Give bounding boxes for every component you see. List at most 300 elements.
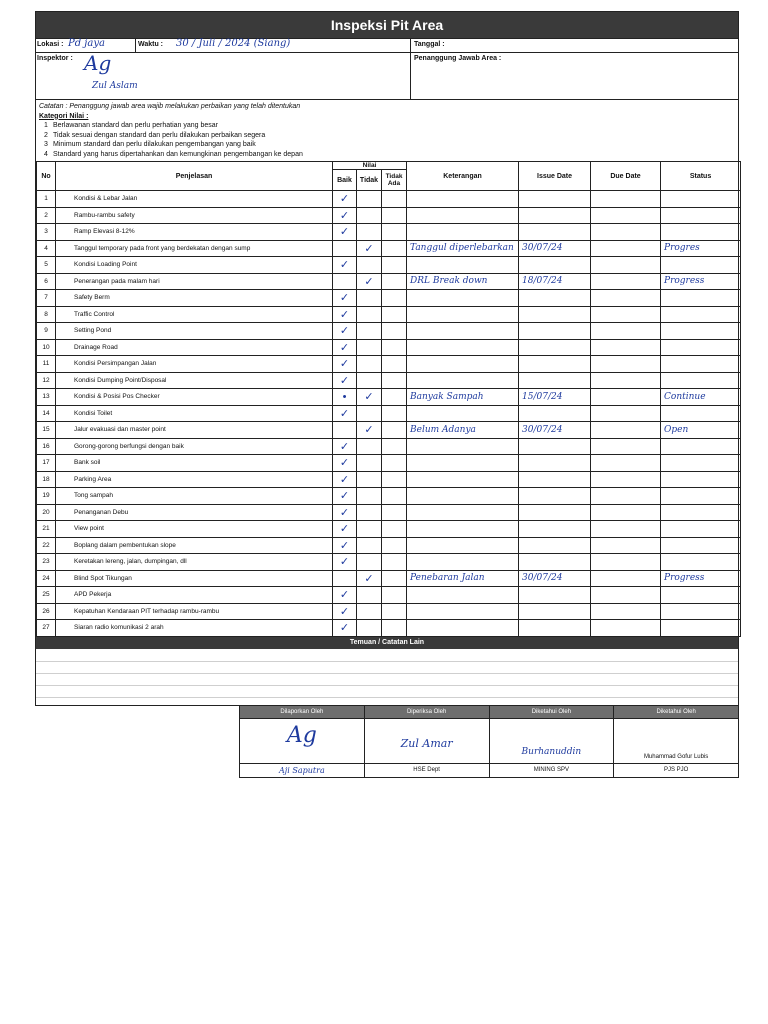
row-issue-date[interactable] <box>519 587 591 604</box>
row-issue-date[interactable]: 15/07/24 <box>519 389 591 406</box>
row-no: 4 <box>37 240 56 257</box>
row-description: Penerangan pada malam hari <box>56 273 333 290</box>
row-baik-mark[interactable]: ✓ <box>333 257 357 274</box>
row-keterangan[interactable]: Banyak Sampah <box>407 389 519 406</box>
row-keterangan[interactable] <box>407 207 519 224</box>
row-due-date[interactable] <box>591 471 661 488</box>
row-status[interactable] <box>661 620 741 637</box>
row-status[interactable] <box>661 537 741 554</box>
row-tidak-mark[interactable]: ✓ <box>357 422 382 439</box>
row-status[interactable] <box>661 603 741 620</box>
row-tidak-ada-mark[interactable] <box>382 554 407 571</box>
row-tidak-ada-mark[interactable] <box>382 240 407 257</box>
row-tidak-ada-mark[interactable] <box>382 438 407 455</box>
kategori-title: Kategori Nilai : <box>39 112 89 120</box>
row-due-date[interactable] <box>591 422 661 439</box>
table-row <box>37 240 741 257</box>
row-status[interactable] <box>661 405 741 422</box>
row-tidak-mark[interactable] <box>357 257 382 274</box>
row-keterangan[interactable] <box>407 471 519 488</box>
table-row <box>37 273 741 290</box>
row-baik-mark[interactable]: ✓ <box>333 488 357 505</box>
signature-headers <box>240 706 738 718</box>
row-issue-date[interactable] <box>519 488 591 505</box>
row-due-date[interactable] <box>591 273 661 290</box>
row-baik-mark[interactable]: ✓ <box>333 191 357 208</box>
pja-label: Penanggung Jawab Area : <box>414 55 502 62</box>
row-issue-date[interactable] <box>519 356 591 373</box>
table-row <box>37 339 741 356</box>
row-description: Safety Berm <box>56 290 333 307</box>
table-row <box>37 537 741 554</box>
row-due-date[interactable] <box>591 191 661 208</box>
row-tidak-mark[interactable] <box>357 207 382 224</box>
row-tidak-ada-mark[interactable] <box>382 488 407 505</box>
row-baik-mark[interactable]: ✓ <box>333 504 357 521</box>
row-tidak-mark[interactable] <box>357 504 382 521</box>
row-tidak-mark[interactable] <box>357 537 382 554</box>
row-issue-date[interactable] <box>519 191 591 208</box>
table-row <box>37 455 741 472</box>
row-tidak-mark[interactable] <box>357 306 382 323</box>
row-tidak-mark[interactable] <box>357 323 382 340</box>
row-no: 3 <box>37 224 56 241</box>
row-due-date[interactable] <box>591 455 661 472</box>
row-keterangan[interactable]: Tanggul diperlebarkan <box>407 240 519 257</box>
row-tidak-mark[interactable] <box>357 290 382 307</box>
row-keterangan[interactable] <box>407 323 519 340</box>
row-tidak-ada-mark[interactable] <box>382 422 407 439</box>
row-tidak-ada-mark[interactable] <box>382 339 407 356</box>
header-nilai: Nilai <box>333 162 407 170</box>
row-tidak-ada-mark[interactable] <box>382 537 407 554</box>
header-tidak-ada: Tidak Ada <box>382 170 407 191</box>
row-no: 10 <box>37 339 56 356</box>
row-no: 13 <box>37 389 56 406</box>
row-tidak-mark[interactable] <box>357 471 382 488</box>
row-no: 8 <box>37 306 56 323</box>
table-row <box>37 207 741 224</box>
row-tidak-mark[interactable] <box>357 438 382 455</box>
row-due-date[interactable] <box>591 504 661 521</box>
row-issue-date[interactable]: 30/07/24 <box>519 570 591 587</box>
row-tidak-ada-mark[interactable] <box>382 257 407 274</box>
header-issue-date: Issue Date <box>519 162 591 191</box>
table-row <box>37 570 741 587</box>
row-tidak-ada-mark[interactable] <box>382 587 407 604</box>
row-tidak-mark[interactable] <box>357 191 382 208</box>
table-row <box>37 554 741 571</box>
pja-cell <box>411 53 738 99</box>
row-issue-date[interactable]: 18/07/24 <box>519 273 591 290</box>
row-status[interactable] <box>661 224 741 241</box>
row-no: 25 <box>37 587 56 604</box>
table-row <box>37 356 741 373</box>
row-keterangan[interactable] <box>407 587 519 604</box>
inspection-form <box>35 11 739 706</box>
signature-role-2: HSE Dept <box>364 764 489 777</box>
table-row <box>37 521 741 538</box>
signature-marks <box>240 718 738 763</box>
row-due-date[interactable] <box>591 257 661 274</box>
notes-section <box>36 99 738 161</box>
row-status[interactable] <box>661 306 741 323</box>
row-no: 22 <box>37 537 56 554</box>
row-issue-date[interactable] <box>519 603 591 620</box>
row-issue-date[interactable] <box>519 504 591 521</box>
row-status[interactable] <box>661 488 741 505</box>
row-tidak-ada-mark[interactable] <box>382 207 407 224</box>
header-baik: Baik <box>333 170 357 191</box>
row-description: Kondisi Dumping Point/Disposal <box>56 372 333 389</box>
kategori-text: Standard yang harus dipertahankan dan kemungkinan pengembangan ke depan <box>53 150 303 158</box>
row-keterangan[interactable] <box>407 372 519 389</box>
row-issue-date[interactable] <box>519 306 591 323</box>
row-tidak-mark[interactable] <box>357 339 382 356</box>
row-tidak-ada-mark[interactable] <box>382 290 407 307</box>
row-no: 16 <box>37 438 56 455</box>
signature-header-known-2: Diketahui Oleh <box>613 706 738 718</box>
row-tidak-ada-mark[interactable] <box>382 372 407 389</box>
row-due-date[interactable] <box>591 620 661 637</box>
row-baik-mark[interactable]: ✓ <box>333 306 357 323</box>
row-keterangan[interactable] <box>407 504 519 521</box>
temuan-title: Temuan / Catatan Lain <box>36 637 738 649</box>
inspector-row <box>36 52 738 99</box>
row-issue-date[interactable]: 30/07/24 <box>519 240 591 257</box>
row-baik-mark[interactable]: ✓ <box>333 438 357 455</box>
header-status: Status <box>661 162 741 191</box>
checklist-body <box>37 191 741 637</box>
row-tidak-ada-mark[interactable] <box>382 620 407 637</box>
table-row <box>37 306 741 323</box>
row-keterangan[interactable] <box>407 306 519 323</box>
row-due-date[interactable] <box>591 372 661 389</box>
row-due-date[interactable] <box>591 224 661 241</box>
row-status[interactable] <box>661 372 741 389</box>
row-baik-mark[interactable]: ✓ <box>333 537 357 554</box>
row-keterangan[interactable] <box>407 224 519 241</box>
row-status[interactable] <box>661 521 741 538</box>
signature-box-1 <box>240 719 364 763</box>
row-description: View point <box>56 521 333 538</box>
row-status[interactable]: Progres <box>661 240 741 257</box>
row-due-date[interactable] <box>591 290 661 307</box>
kategori-num: 2 <box>44 131 48 139</box>
signature-role-4: PJS PJO <box>613 764 738 777</box>
row-tidak-ada-mark[interactable] <box>382 570 407 587</box>
row-tidak-ada-mark[interactable] <box>382 323 407 340</box>
row-due-date[interactable] <box>591 554 661 571</box>
row-baik-mark[interactable]: ✓ <box>333 339 357 356</box>
row-issue-date[interactable] <box>519 290 591 307</box>
signature-mark-1: Ag <box>286 723 317 748</box>
row-no: 2 <box>37 207 56 224</box>
row-description: Kondisi Toilet <box>56 405 333 422</box>
row-baik-mark[interactable]: • <box>333 389 357 406</box>
row-description: Kondisi & Lebar Jalan <box>56 191 333 208</box>
row-due-date[interactable] <box>591 339 661 356</box>
kategori-item <box>39 121 735 131</box>
signature-header-known-1: Diketahui Oleh <box>489 706 614 718</box>
row-baik-mark[interactable]: ✓ <box>333 554 357 571</box>
signature-box-2 <box>364 719 489 763</box>
form-title: Inspeksi Pit Area <box>36 12 738 38</box>
row-status[interactable] <box>661 471 741 488</box>
row-baik-mark[interactable]: ✓ <box>333 471 357 488</box>
row-tidak-mark[interactable]: ✓ <box>357 240 382 257</box>
row-keterangan[interactable]: Belum Adanya <box>407 422 519 439</box>
row-keterangan[interactable] <box>407 620 519 637</box>
table-row <box>37 438 741 455</box>
row-issue-date[interactable] <box>519 224 591 241</box>
lokasi-label: Lokasi : <box>37 41 64 48</box>
row-status[interactable] <box>661 356 741 373</box>
row-due-date[interactable] <box>591 587 661 604</box>
row-due-date[interactable] <box>591 603 661 620</box>
row-tidak-ada-mark[interactable] <box>382 191 407 208</box>
signature-header-reported: Dilaporkan Oleh <box>280 709 324 715</box>
row-issue-date[interactable] <box>519 207 591 224</box>
row-status[interactable] <box>661 290 741 307</box>
row-tidak-ada-mark[interactable] <box>382 356 407 373</box>
lokasi-value: Pd jaya <box>68 38 105 49</box>
table-row <box>37 603 741 620</box>
row-due-date[interactable] <box>591 389 661 406</box>
row-no: 9 <box>37 323 56 340</box>
row-tidak-ada-mark[interactable] <box>382 224 407 241</box>
row-no: 23 <box>37 554 56 571</box>
row-issue-date[interactable] <box>519 455 591 472</box>
table-row <box>37 422 741 439</box>
row-status[interactable]: Open <box>661 422 741 439</box>
table-row <box>37 224 741 241</box>
row-tidak-mark[interactable] <box>357 603 382 620</box>
row-description: Drainage Road <box>56 339 333 356</box>
row-no: 18 <box>37 471 56 488</box>
row-description: Ramp Elevasi 8-12% <box>56 224 333 241</box>
row-due-date[interactable] <box>591 323 661 340</box>
waktu-cell <box>136 39 411 52</box>
row-status[interactable]: Continue <box>661 389 741 406</box>
row-baik-mark[interactable]: ✓ <box>333 323 357 340</box>
row-status[interactable]: Progress <box>661 570 741 587</box>
row-tidak-mark[interactable] <box>357 488 382 505</box>
kategori-text: Berlawanan standard dan perlu perhatian yang besar <box>53 122 219 129</box>
row-keterangan[interactable] <box>407 405 519 422</box>
row-issue-date[interactable] <box>519 257 591 274</box>
row-baik-mark[interactable] <box>333 570 357 587</box>
row-tidak-ada-mark[interactable] <box>382 521 407 538</box>
row-baik-mark[interactable] <box>333 422 357 439</box>
row-description: Gorong-gorong berfungsi dengan baik <box>56 438 333 455</box>
kategori-list <box>39 121 735 159</box>
row-status[interactable] <box>661 504 741 521</box>
row-keterangan[interactable] <box>407 191 519 208</box>
row-due-date[interactable] <box>591 306 661 323</box>
catatan-text: Catatan : Penanggung jawab area wajib melakukan perbaikan yang telah ditentukan <box>39 103 301 110</box>
row-baik-mark[interactable]: ✓ <box>333 207 357 224</box>
tanggal-cell <box>411 39 738 52</box>
row-baik-mark[interactable]: ✓ <box>333 372 357 389</box>
row-status[interactable] <box>661 323 741 340</box>
waktu-label: Waktu : <box>138 41 164 48</box>
row-issue-date[interactable] <box>519 405 591 422</box>
kategori-item <box>39 131 735 141</box>
row-tidak-ada-mark[interactable] <box>382 455 407 472</box>
row-tidak-mark[interactable]: ✓ <box>357 389 382 406</box>
row-issue-date[interactable] <box>519 339 591 356</box>
row-tidak-mark[interactable] <box>357 224 382 241</box>
row-baik-mark[interactable] <box>333 273 357 290</box>
row-status[interactable]: Progress <box>661 273 741 290</box>
row-tidak-mark[interactable] <box>357 356 382 373</box>
row-tidak-ada-mark[interactable] <box>382 405 407 422</box>
row-issue-date[interactable] <box>519 554 591 571</box>
row-status[interactable] <box>661 339 741 356</box>
row-baik-mark[interactable]: ✓ <box>333 521 357 538</box>
row-baik-mark[interactable]: ✓ <box>333 224 357 241</box>
row-status[interactable] <box>661 207 741 224</box>
row-due-date[interactable] <box>591 356 661 373</box>
row-tidak-ada-mark[interactable] <box>382 471 407 488</box>
row-baik-mark[interactable] <box>333 240 357 257</box>
header-no: No <box>37 162 56 191</box>
row-status[interactable] <box>661 438 741 455</box>
header-tidak: Tidak <box>357 170 382 191</box>
row-tidak-ada-mark[interactable] <box>382 603 407 620</box>
row-baik-mark[interactable]: ✓ <box>333 620 357 637</box>
row-no: 12 <box>37 372 56 389</box>
row-status[interactable] <box>661 554 741 571</box>
row-tidak-mark[interactable] <box>357 405 382 422</box>
kategori-num: 4 <box>44 150 48 158</box>
row-tidak-mark[interactable] <box>357 521 382 538</box>
row-description: Boplang dalam pembentukan slope <box>56 537 333 554</box>
row-baik-mark[interactable]: ✓ <box>333 356 357 373</box>
row-due-date[interactable] <box>591 207 661 224</box>
row-no: 27 <box>37 620 56 637</box>
row-due-date[interactable] <box>591 438 661 455</box>
row-description: Kondisi & Posisi Pos Checker <box>56 389 333 406</box>
row-baik-mark[interactable]: ✓ <box>333 290 357 307</box>
row-tidak-ada-mark[interactable] <box>382 273 407 290</box>
row-tidak-mark[interactable] <box>357 455 382 472</box>
row-tidak-mark[interactable]: ✓ <box>357 273 382 290</box>
row-keterangan[interactable]: DRL Break down <box>407 273 519 290</box>
row-description: Kepatuhan Kendaraan PIT terhadap rambu-rambu <box>56 603 333 620</box>
row-no: 14 <box>37 405 56 422</box>
tanggal-label: Tanggal : <box>414 41 445 48</box>
row-status[interactable] <box>661 587 741 604</box>
row-keterangan[interactable] <box>407 356 519 373</box>
row-due-date[interactable] <box>591 521 661 538</box>
row-tidak-mark[interactable] <box>357 372 382 389</box>
kategori-num: 3 <box>44 141 48 148</box>
row-description: Parking Area <box>56 471 333 488</box>
row-tidak-mark[interactable]: ✓ <box>357 570 382 587</box>
table-row <box>37 290 741 307</box>
row-description: Keretakan lereng, jalan, dumpingan, dll <box>56 554 333 571</box>
row-tidak-ada-mark[interactable] <box>382 504 407 521</box>
row-tidak-mark[interactable] <box>357 554 382 571</box>
table-row <box>37 257 741 274</box>
row-description: Tong sampah <box>56 488 333 505</box>
row-tidak-mark[interactable] <box>357 587 382 604</box>
row-due-date[interactable] <box>591 240 661 257</box>
row-keterangan[interactable] <box>407 603 519 620</box>
waktu-value: 30 / Juli / 2024 (Siang) <box>176 38 291 49</box>
row-status[interactable] <box>661 191 741 208</box>
location-row <box>36 38 738 52</box>
row-due-date[interactable] <box>591 405 661 422</box>
row-description: Rambu-rambu safety <box>56 207 333 224</box>
row-keterangan[interactable] <box>407 455 519 472</box>
row-keterangan[interactable] <box>407 290 519 307</box>
row-keterangan[interactable] <box>407 339 519 356</box>
table-row <box>37 389 741 406</box>
row-due-date[interactable] <box>591 570 661 587</box>
row-due-date[interactable] <box>591 537 661 554</box>
table-row <box>37 620 741 637</box>
signature-block <box>239 705 739 778</box>
row-baik-mark[interactable]: ✓ <box>333 603 357 620</box>
row-issue-date[interactable] <box>519 438 591 455</box>
inspektor-signature: Ag <box>84 51 112 75</box>
row-status[interactable] <box>661 257 741 274</box>
signature-header-checked: Diperiksa Oleh <box>364 706 489 718</box>
row-baik-mark[interactable]: ✓ <box>333 455 357 472</box>
row-description: Jalur evakuasi dan master point <box>56 422 333 439</box>
kategori-item <box>39 150 735 160</box>
header-due-date: Due Date <box>591 162 661 191</box>
row-keterangan[interactable] <box>407 521 519 538</box>
row-issue-date[interactable] <box>519 537 591 554</box>
kategori-item <box>39 140 735 150</box>
row-baik-mark[interactable]: ✓ <box>333 405 357 422</box>
row-issue-date[interactable] <box>519 521 591 538</box>
table-row <box>37 405 741 422</box>
row-no: 11 <box>37 356 56 373</box>
row-issue-date[interactable] <box>519 372 591 389</box>
signature-box-3 <box>489 719 614 763</box>
row-due-date[interactable] <box>591 488 661 505</box>
row-no: 7 <box>37 290 56 307</box>
row-keterangan[interactable] <box>407 257 519 274</box>
row-tidak-ada-mark[interactable] <box>382 306 407 323</box>
row-status[interactable] <box>661 455 741 472</box>
row-keterangan[interactable] <box>407 438 519 455</box>
row-tidak-mark[interactable] <box>357 620 382 637</box>
row-no: 24 <box>37 570 56 587</box>
row-no: 1 <box>37 191 56 208</box>
row-issue-date[interactable] <box>519 620 591 637</box>
row-keterangan[interactable] <box>407 488 519 505</box>
row-baik-mark[interactable]: ✓ <box>333 587 357 604</box>
row-tidak-ada-mark[interactable] <box>382 389 407 406</box>
kategori-num: 1 <box>44 122 48 129</box>
table-row <box>37 488 741 505</box>
row-issue-date[interactable] <box>519 323 591 340</box>
signature-role-3: MINING SPV <box>489 764 614 777</box>
table-row <box>37 504 741 521</box>
row-issue-date[interactable]: 30/07/24 <box>519 422 591 439</box>
row-keterangan[interactable] <box>407 537 519 554</box>
row-issue-date[interactable] <box>519 471 591 488</box>
table-row <box>37 587 741 604</box>
row-keterangan[interactable]: Penebaran Jalan <box>407 570 519 587</box>
row-keterangan[interactable] <box>407 554 519 571</box>
